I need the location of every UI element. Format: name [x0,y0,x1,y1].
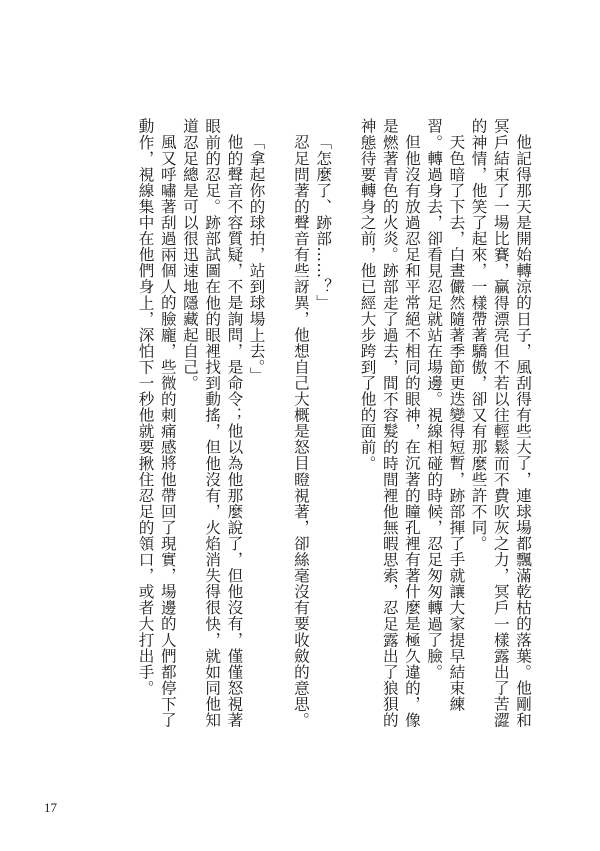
paragraph: 他的聲音不容質疑，不是詢問，是命令；他以為他那麼說了，但他沒有，僅僅怒視著眼前的忍足。跡部試圖在他的眼裡找到動搖，但他沒有，火焰消失得很快，就如同他知道忍足總是可以很迅速地隱藏起自己。 [180,118,244,728]
dialogue-paragraph: 「拿起你的球拍，站到球場上去。」 [247,133,266,383]
page-number: 17 [44,800,57,815]
paragraph: 天色暗了下去，白晝儼然隨著季節更迭變得短暫，跡部揮了手就讓大家提早結束練習。轉過身去，卻看見忍足就站在場邊。視線相碰的時候，忍足匆匆轉過了臉。 [425,118,466,712]
paragraph: 風又呼嘯著刮過兩個人的臉龐，些微的刺痛感將他帶回了現實，場邊的人們都停下了動作，視線集中在他們身上，深怕下一秒他就要揪住忍足的領口，或者大打出手。 [136,118,177,728]
paragraph: 忍足問著的聲音有些訝異，他想自己大概是怒目瞪視著，卻絲毫沒有要收斂的意思。 [291,133,310,728]
paragraph: 他記得那天是開始轉涼的日子，風刮得有些大了，連球場都飄滿乾枯的落葉。他剛和冥戶結束了一場比賽，贏得漂亮但不若以往輕鬆而不費吹灰之力，冥戶一樣露出了苦澀的神情，他笑了起來，一樣帶著驕傲，卻又有那麼些許不同。 [469,118,532,728]
paragraph: 但他沒有放過忍足和平常絕不相同的眼神，在沉著的瞳孔裡有著什麼是極久違的，像是燃著青色的火炎。跡部走了過去，間不容髮的時間裡他無暇思索，忍足露出了狼狽的神態待要轉身之前，他已經大步跨到了他的面前。 [358,118,421,728]
dialogue-paragraph: 「怎麼了、跡部……？」 [314,133,333,311]
vertical-text-body [64,118,534,738]
